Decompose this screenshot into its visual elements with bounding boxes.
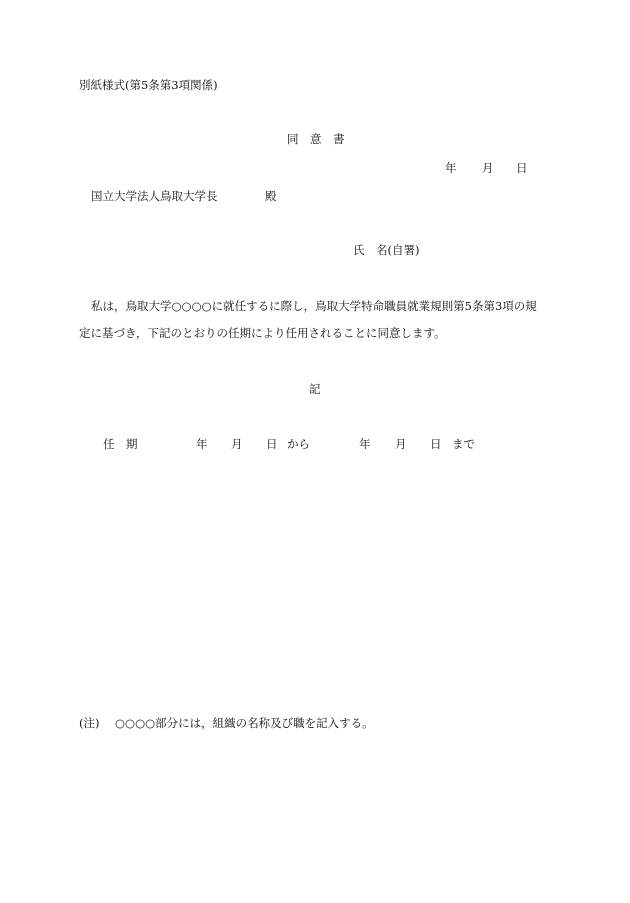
term-end-month: 月 <box>395 437 407 451</box>
date-day-label: 日 <box>516 161 528 175</box>
date-month-label: 月 <box>482 161 494 175</box>
document-title: 同 意 書 <box>287 132 345 146</box>
term-from: から <box>287 437 310 451</box>
note-marker: (注) <box>79 716 100 730</box>
signature-label: 氏 名(自署) <box>353 243 420 257</box>
term-label: 任 期 <box>103 437 138 451</box>
honorific: 殿 <box>265 189 277 203</box>
term-until: まで <box>452 437 475 451</box>
term-start-year: 年 <box>196 437 208 451</box>
term-start-month: 月 <box>231 437 243 451</box>
date-year-label: 年 <box>445 161 457 175</box>
form-reference: 別紙様式(第5条第3項関係) <box>79 78 218 92</box>
term-start-day: 日 <box>266 437 278 451</box>
note-text: ○○○○部分には，組織の名称及び職を記入する。 <box>115 716 374 730</box>
term-end-day: 日 <box>430 437 442 451</box>
term-end-year: 年 <box>359 437 371 451</box>
body-line-2: 定に基づき，下記のとおりの任期により任用されることに同意します。 <box>79 326 446 340</box>
record-heading: 記 <box>309 382 321 396</box>
recipient-name: 国立大学法人鳥取大学長 <box>91 189 218 203</box>
body-line-1: 私は，鳥取大学○○○○に就任するに際し，鳥取大学特命職員就業規則第5条第3項の規 <box>91 299 537 313</box>
